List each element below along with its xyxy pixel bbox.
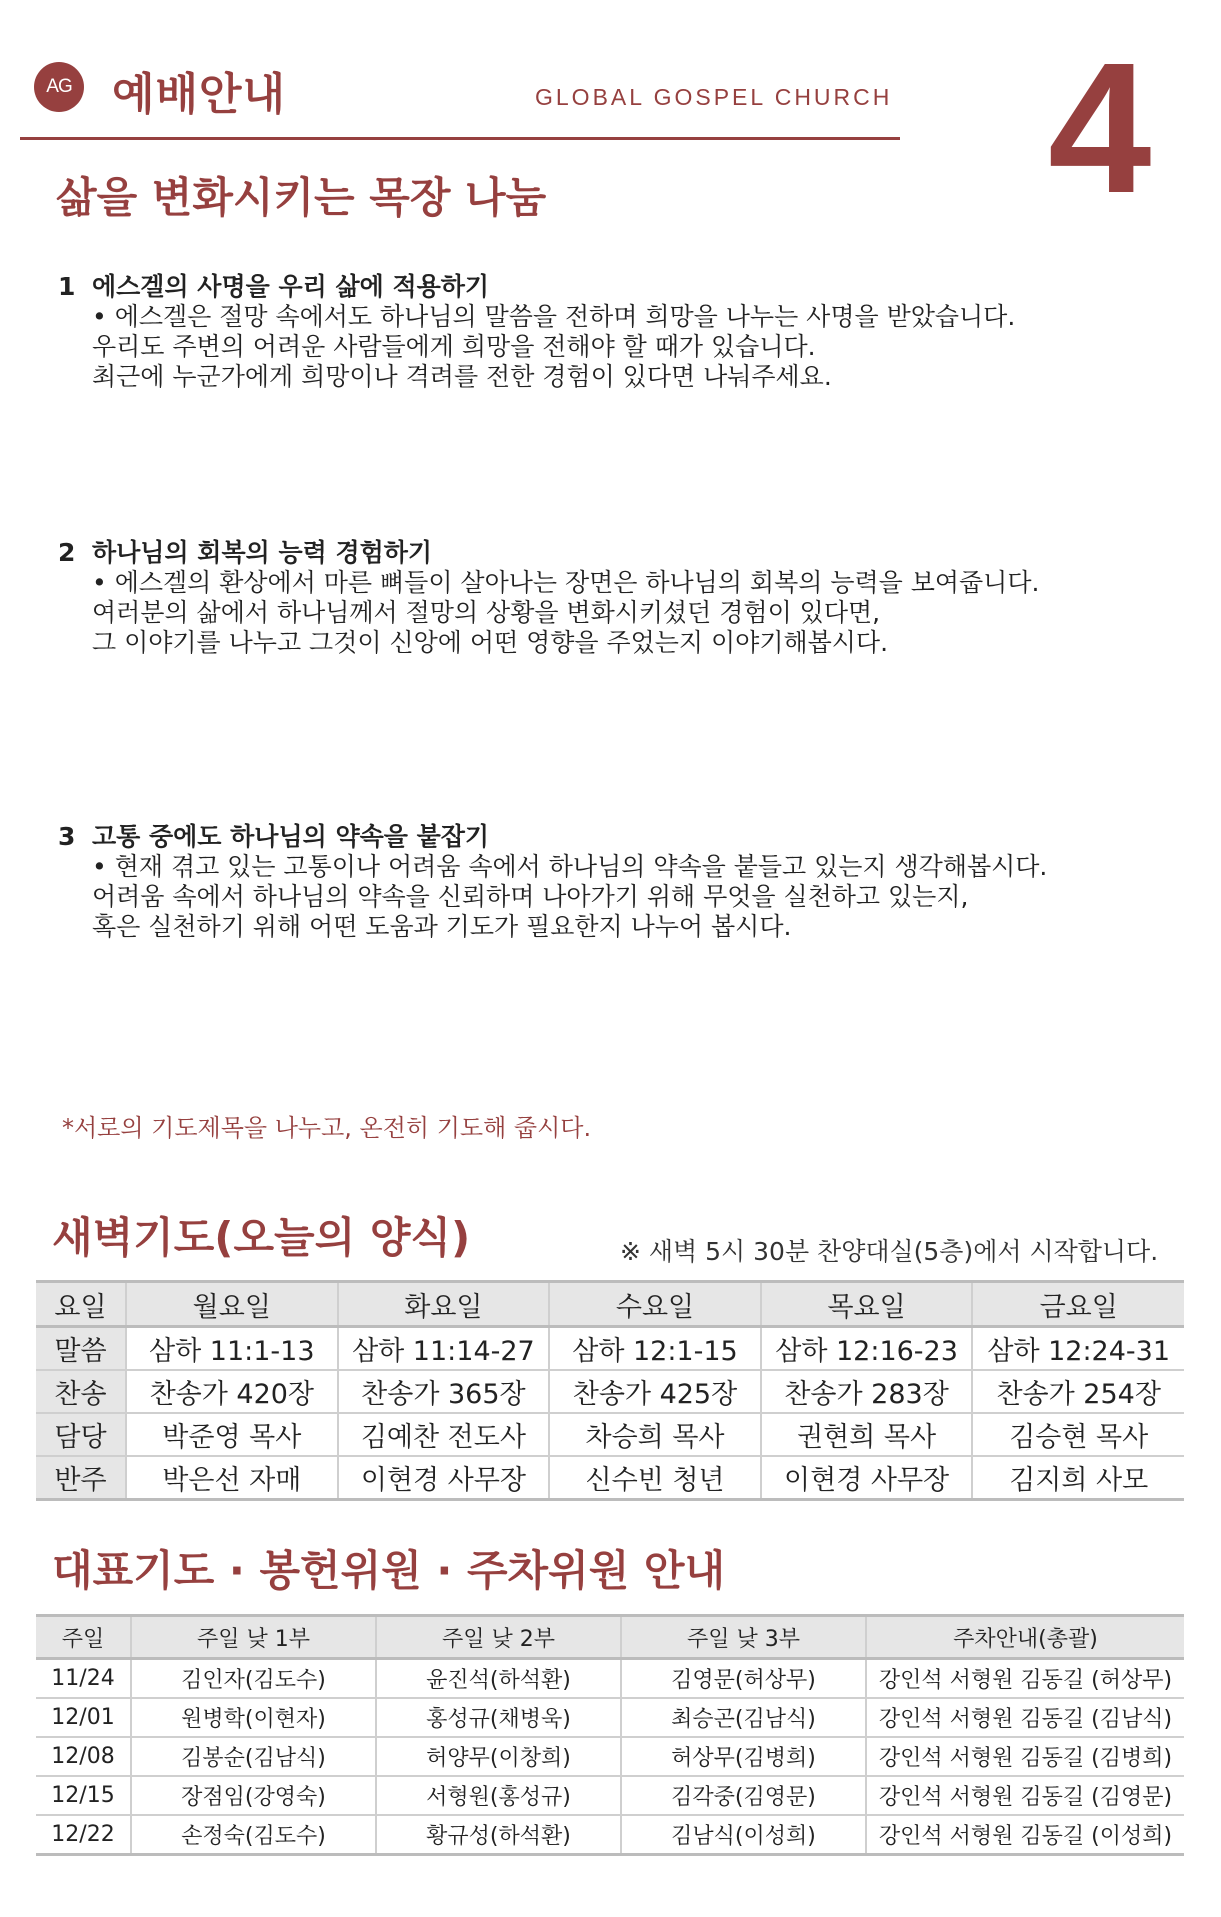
date-cell: 12/15: [36, 1776, 131, 1815]
table-cell: 삼하 11:14-27: [338, 1327, 550, 1371]
table-cell: 찬송가 365장: [338, 1370, 550, 1413]
table-cell: 윤진석(하석환): [376, 1659, 621, 1699]
church-name: GLOBAL GOSPEL CHURCH: [535, 84, 893, 110]
row-label: 담당: [36, 1413, 126, 1456]
prayer-note: *서로의 기도제목을 나누고, 온전히 기도해 줍시다.: [62, 1114, 592, 1142]
question-title: 하나님의 회복의 능력 경험하기: [92, 538, 433, 567]
table-cell: 강인석 서형원 김동길 (김영문): [866, 1776, 1184, 1815]
row-label: 반주: [36, 1456, 126, 1500]
discussion-question: [58, 822, 1168, 942]
dawn-prayer-table: [36, 1280, 1184, 1501]
table-cell: 허양무(이창희): [376, 1737, 621, 1776]
table-header: 주일: [36, 1616, 131, 1659]
table-cell: 삼하 12:1-15: [549, 1327, 761, 1371]
question-number: 1: [58, 272, 76, 301]
table-row: [36, 1659, 1184, 1699]
table-row: [36, 1327, 1184, 1371]
table-cell: 삼하 12:24-31: [972, 1327, 1184, 1371]
table-cell: 황규성(하석환): [376, 1815, 621, 1855]
question-number: 2: [58, 538, 76, 567]
table-row: [36, 1370, 1184, 1413]
page-title: 예배안내: [112, 69, 287, 120]
table-cell: 장점임(강영숙): [131, 1776, 376, 1815]
church-logo: [34, 62, 84, 112]
table-header: 수요일: [549, 1282, 761, 1327]
question-body: • 에스겔의 환상에서 마른 뼈들이 살아나는 장면은 하나님의 회복의 능력을 보여줍니다. 여러분의 삶에서 하나님께서 절망의 상황을 변화시키셨던 경험이 있다면, 그 이야기를 나누고 그것이 신앙에 어떤 영향을 주었는지 이야기해봅시다.: [92, 568, 1040, 657]
table-header: 금요일: [972, 1282, 1184, 1327]
table-header: 주일 낮 1부: [131, 1616, 376, 1659]
table-cell: 삼하 11:1-13: [126, 1327, 338, 1371]
table-row: [36, 1776, 1184, 1815]
table-cell: 이현경 사무장: [761, 1456, 973, 1500]
table-cell: 신수빈 청년: [549, 1456, 761, 1500]
table-cell: 강인석 서형원 김동길 (김남식): [866, 1698, 1184, 1737]
section-subtitle: 삶을 변화시키는 목장 나눔: [56, 173, 547, 222]
table-cell: 최승곤(김남식): [621, 1698, 866, 1737]
table-cell: 홍성규(채병욱): [376, 1698, 621, 1737]
table-row: [36, 1815, 1184, 1855]
table-cell: 김남식(이성희): [621, 1815, 866, 1855]
date-cell: 12/08: [36, 1737, 131, 1776]
discussion-question: [58, 272, 1168, 392]
table-header: 주일 낮 3부: [621, 1616, 866, 1659]
table-header: 주일 낮 2부: [376, 1616, 621, 1659]
row-label: 말씀: [36, 1327, 126, 1371]
table-row: [36, 1737, 1184, 1776]
table-cell: 허상무(김병희): [621, 1737, 866, 1776]
representatives-table: [36, 1614, 1184, 1856]
logo-text: AG: [46, 76, 72, 97]
question-body: • 현재 겪고 있는 고통이나 어려움 속에서 하나님의 약속을 붙들고 있는지 생각해봅시다. 어려움 속에서 하나님의 약속을 신뢰하며 나아가기 위해 무엇을 실천하고 있는지, 혹은 실천하기 위해 어떤 도움과 기도가 필요한지 나누어 봅시다.: [92, 852, 1048, 941]
table-cell: 김인자(김도수): [131, 1659, 376, 1699]
table-cell: 강인석 서형원 김동길 (허상무): [866, 1659, 1184, 1699]
table-row: [36, 1413, 1184, 1456]
table-cell: 김각중(김영문): [621, 1776, 866, 1815]
table-cell: 원병학(이현자): [131, 1698, 376, 1737]
table-header: 화요일: [338, 1282, 550, 1327]
table-cell: 차승희 목사: [549, 1413, 761, 1456]
dawn-prayer-note: ※ 새벽 5시 30분 찬양대실(5층)에서 시작합니다.: [620, 1237, 1159, 1266]
discussion-question: [58, 538, 1168, 658]
table-cell: 김영문(허상무): [621, 1659, 866, 1699]
table-cell: 찬송가 420장: [126, 1370, 338, 1413]
date-cell: 12/01: [36, 1698, 131, 1737]
table-cell: 김봉순(김남식): [131, 1737, 376, 1776]
table-cell: 이현경 사무장: [338, 1456, 550, 1500]
table-cell: 찬송가 283장: [761, 1370, 973, 1413]
table-cell: 김지희 사모: [972, 1456, 1184, 1500]
table-cell: 강인석 서형원 김동길 (김병희): [866, 1737, 1184, 1776]
table-cell: 김예찬 전도사: [338, 1413, 550, 1456]
table-cell: 박준영 목사: [126, 1413, 338, 1456]
representatives-title: 대표기도 · 봉헌위원 · 주차위원 안내: [52, 1546, 726, 1595]
question-title: 에스겔의 사명을 우리 삶에 적용하기: [92, 272, 490, 301]
table-cell: 박은선 자매: [126, 1456, 338, 1500]
dawn-prayer-title: 새벽기도(오늘의 양식): [52, 1213, 471, 1262]
table-cell: 김승현 목사: [972, 1413, 1184, 1456]
table-cell: 찬송가 425장: [549, 1370, 761, 1413]
question-body: • 에스겔은 절망 속에서도 하나님의 말씀을 전하며 희망을 나누는 사명을 받았습니다. 우리도 주변의 어려운 사람들에게 희망을 전해야 할 때가 있습니다. 최근에 누군가에게 희망이나 격려를 전한 경험이 있다면 나눠주세요.: [92, 302, 1016, 391]
table-header: 월요일: [126, 1282, 338, 1327]
table-cell: 찬송가 254장: [972, 1370, 1184, 1413]
table-cell: 손정숙(김도수): [131, 1815, 376, 1855]
table-row: [36, 1456, 1184, 1500]
table-header: 주차안내(총괄): [866, 1616, 1184, 1659]
page-number: 4: [1048, 25, 1152, 232]
date-cell: 11/24: [36, 1659, 131, 1699]
question-number: 3: [58, 822, 76, 851]
question-title: 고통 중에도 하나님의 약속을 붙잡기: [92, 822, 490, 851]
table-cell: 삼하 12:16-23: [761, 1327, 973, 1371]
date-cell: 12/22: [36, 1815, 131, 1855]
table-header: 목요일: [761, 1282, 973, 1327]
table-cell: 권현희 목사: [761, 1413, 973, 1456]
table-row: [36, 1698, 1184, 1737]
table-header: 요일: [36, 1282, 126, 1327]
header-divider: [20, 137, 900, 140]
row-label: 찬송: [36, 1370, 126, 1413]
table-cell: 강인석 서형원 김동길 (이성희): [866, 1815, 1184, 1855]
table-cell: 서형원(홍성규): [376, 1776, 621, 1815]
